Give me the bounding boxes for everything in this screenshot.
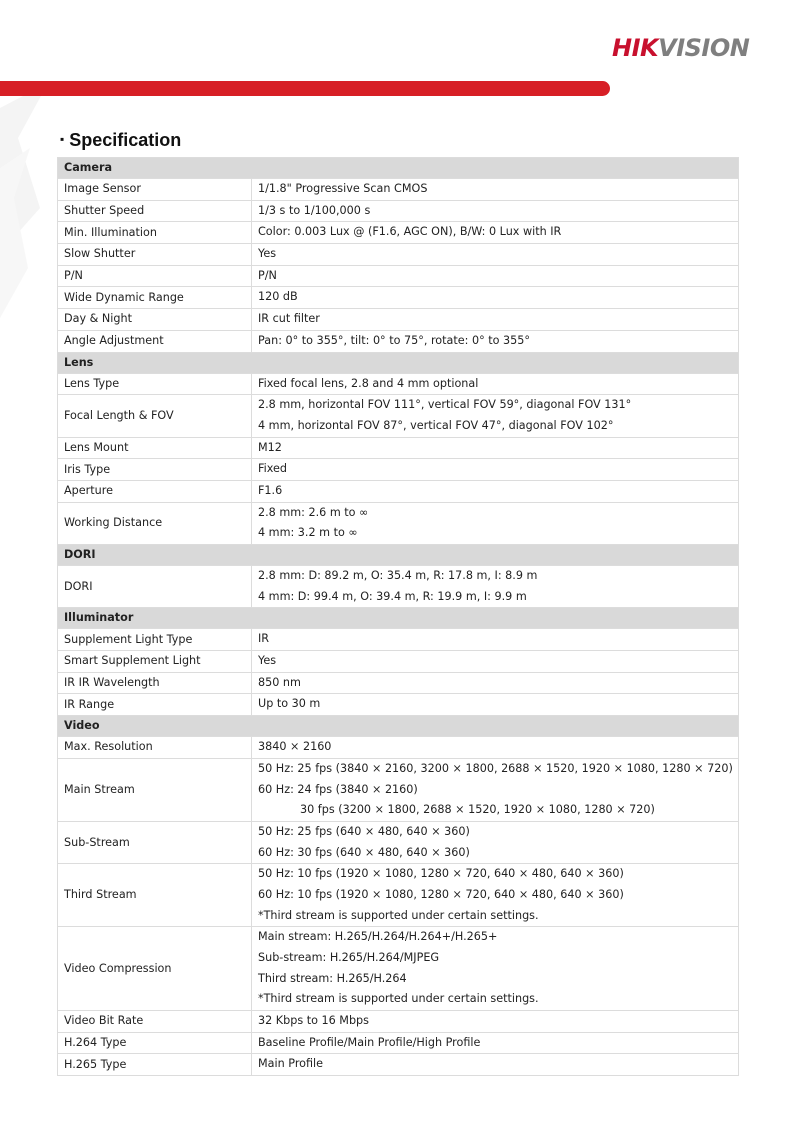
spec-value — [252, 1032, 739, 1054]
spec-row — [58, 459, 739, 481]
hikvision-logo — [612, 34, 749, 62]
spec-value — [252, 629, 739, 651]
spec-value-line: *Third stream is supported under certain settings. — [258, 908, 539, 922]
spec-value-line: Main stream: H.265/H.264/H.264+/H.265+ — [258, 930, 498, 944]
spec-label: DORI — [58, 566, 252, 608]
spec-value-line: 850 nm — [258, 675, 301, 689]
spec-row — [58, 309, 739, 331]
spec-row — [58, 244, 739, 266]
spec-label: Video Compression — [58, 927, 252, 1011]
spec-label: H.265 Type — [58, 1054, 252, 1076]
spec-value — [252, 437, 739, 459]
logo-part-vision: VISION — [658, 34, 750, 62]
spec-label: Max. Resolution — [58, 737, 252, 759]
section-header-row — [58, 158, 739, 179]
spec-value — [252, 244, 739, 266]
spec-value-line: Pan: 0° to 355°, tilt: 0° to 75°, rotate: 0° to 355° — [258, 333, 530, 347]
spec-label: Slow Shutter — [58, 244, 252, 266]
spec-value-line: 2.8 mm: 2.6 m to ∞ — [258, 505, 369, 519]
spec-value — [252, 287, 739, 309]
spec-row — [58, 758, 739, 821]
spec-value — [252, 502, 739, 544]
section-title: Lens — [58, 352, 739, 373]
spec-row — [58, 200, 739, 222]
spec-value — [252, 864, 739, 927]
spec-value — [252, 200, 739, 222]
spec-label: Lens Type — [58, 373, 252, 395]
spec-value-line: 1/1.8" Progressive Scan CMOS — [258, 182, 428, 195]
spec-row — [58, 672, 739, 694]
page-title-text: Specification — [69, 130, 182, 150]
spec-value — [252, 222, 739, 244]
spec-value — [252, 330, 739, 352]
spec-row — [58, 179, 739, 201]
spec-value-line: 50 Hz: 10 fps (1920 × 1080, 1280 × 720, 640 × 480, 640 × 360) — [258, 867, 624, 881]
spec-row — [58, 502, 739, 544]
section-title: Illuminator — [58, 608, 739, 629]
spec-value — [252, 480, 739, 502]
section-title: DORI — [58, 545, 739, 566]
spec-value-line: 2.8 mm: D: 89.2 m, O: 35.4 m, R: 17.8 m, I: 8.9 m — [258, 569, 538, 582]
spec-value-line: 4 mm: 3.2 m to ∞ — [258, 526, 358, 540]
spec-label: IR IR Wavelength — [58, 672, 252, 694]
spec-value-line: Up to 30 m — [258, 697, 321, 711]
spec-value — [252, 265, 739, 287]
spec-row — [58, 651, 739, 673]
spec-row — [58, 222, 739, 244]
spec-label: Iris Type — [58, 459, 252, 481]
spec-value-line: Main Profile — [258, 1057, 324, 1071]
spec-value-line: Baseline Profile/Main Profile/High Profile — [258, 1035, 481, 1049]
section-header-row — [58, 545, 739, 566]
spec-value-line: M12 — [258, 440, 282, 454]
spec-value — [252, 179, 739, 201]
spec-value-line: Sub-stream: H.265/H.264/MJPEG — [258, 951, 440, 964]
spec-row — [58, 1032, 739, 1054]
spec-value-line: 60 Hz: 30 fps (640 × 480, 640 × 360) — [258, 845, 470, 859]
spec-value — [252, 821, 739, 863]
title-bullet-icon: ▪ — [60, 132, 65, 146]
spec-value-line: 1/3 s to 1/100,000 s — [258, 203, 371, 217]
spec-value-line: 120 dB — [258, 290, 298, 304]
spec-value-line: Yes — [258, 654, 277, 668]
spec-value-line: F1.6 — [258, 483, 283, 497]
spec-value — [252, 395, 739, 437]
spec-label: Wide Dynamic Range — [58, 287, 252, 309]
spec-row — [58, 437, 739, 459]
spec-row — [58, 1011, 739, 1033]
spec-value-line: 60 Hz: 24 fps (3840 × 2160) — [258, 782, 418, 796]
spec-value-line: *Third stream is supported under certain settings. — [258, 992, 539, 1006]
spec-row — [58, 737, 739, 759]
spec-label: Min. Illumination — [58, 222, 252, 244]
section-title: Video — [58, 716, 739, 737]
spec-value-line: Color: 0.003 Lux @ (F1.6, AGC ON), B/W: 0 Lux with IR — [258, 225, 562, 239]
spec-row — [58, 265, 739, 287]
spec-label: Focal Length & FOV — [58, 395, 252, 437]
spec-value-line: 30 fps (3200 × 1800, 2688 × 1520, 1920 × 1080, 1280 × 720) — [300, 803, 655, 817]
spec-label: Supplement Light Type — [58, 629, 252, 651]
spec-value-line: 50 Hz: 25 fps (3840 × 2160, 3200 × 1800, 2688 × 1520, 1920 × 1080, 1280 × 720) — [258, 761, 733, 775]
spec-label: Smart Supplement Light — [58, 651, 252, 673]
watermark-graphic — [0, 78, 60, 328]
spec-value-line: 4 mm, horizontal FOV 87°, vertical FOV 47°, diagonal FOV 102° — [258, 418, 614, 432]
spec-table — [57, 157, 739, 1076]
page-title — [60, 130, 181, 151]
spec-row — [58, 566, 739, 608]
spec-value-line: P/N — [258, 268, 277, 282]
spec-value — [252, 373, 739, 395]
section-header-row — [58, 608, 739, 629]
spec-label: Main Stream — [58, 758, 252, 821]
spec-value — [252, 651, 739, 673]
spec-value-line: Third stream: H.265/H.264 — [258, 971, 407, 985]
header-red-bar — [0, 81, 610, 96]
spec-label: Day & Night — [58, 309, 252, 331]
spec-value — [252, 566, 739, 608]
spec-value — [252, 737, 739, 759]
spec-row — [58, 480, 739, 502]
spec-value — [252, 672, 739, 694]
spec-row — [58, 1054, 739, 1076]
spec-value-line: IR — [258, 632, 270, 646]
spec-value-line: 4 mm: D: 99.4 m, O: 39.4 m, R: 19.9 m, I: 9.9 m — [258, 589, 527, 603]
section-header-row — [58, 352, 739, 373]
spec-value-line: IR cut filter — [258, 312, 320, 326]
spec-label: Angle Adjustment — [58, 330, 252, 352]
spec-label: Working Distance — [58, 502, 252, 544]
section-title: Camera — [58, 158, 739, 179]
spec-value-line: 50 Hz: 25 fps (640 × 480, 640 × 360) — [258, 824, 470, 838]
spec-value-line: 60 Hz: 10 fps (1920 × 1080, 1280 × 720, 640 × 480, 640 × 360) — [258, 887, 624, 901]
spec-value — [252, 1054, 739, 1076]
spec-row — [58, 821, 739, 863]
spec-value — [252, 758, 739, 821]
spec-value-line: Fixed — [258, 462, 287, 476]
spec-label: Lens Mount — [58, 437, 252, 459]
spec-value — [252, 694, 739, 716]
spec-row — [58, 927, 739, 1011]
spec-label: Shutter Speed — [58, 200, 252, 222]
spec-value — [252, 459, 739, 481]
spec-value — [252, 927, 739, 1011]
spec-value-line: 32 Kbps to 16 Mbps — [258, 1014, 369, 1028]
spec-label: Sub-Stream — [58, 821, 252, 863]
spec-row — [58, 694, 739, 716]
section-header-row — [58, 716, 739, 737]
spec-row — [58, 864, 739, 927]
spec-label: H.264 Type — [58, 1032, 252, 1054]
spec-row — [58, 395, 739, 437]
spec-value-line: Yes — [258, 247, 277, 261]
spec-label: Aperture — [58, 480, 252, 502]
spec-value-line: 3840 × 2160 — [258, 740, 332, 754]
spec-value — [252, 309, 739, 331]
spec-value-line: Fixed focal lens, 2.8 and 4 mm optional — [258, 376, 479, 390]
spec-label: Third Stream — [58, 864, 252, 927]
spec-label: IR Range — [58, 694, 252, 716]
spec-row — [58, 287, 739, 309]
logo-part-hik: HIK — [612, 34, 659, 62]
spec-label: P/N — [58, 265, 252, 287]
spec-label: Video Bit Rate — [58, 1011, 252, 1033]
spec-label: Image Sensor — [58, 179, 252, 201]
spec-row — [58, 629, 739, 651]
spec-row — [58, 330, 739, 352]
spec-value-line: 2.8 mm, horizontal FOV 111°, vertical FOV 59°, diagonal FOV 131° — [258, 398, 632, 412]
spec-value — [252, 1011, 739, 1033]
spec-row — [58, 373, 739, 395]
